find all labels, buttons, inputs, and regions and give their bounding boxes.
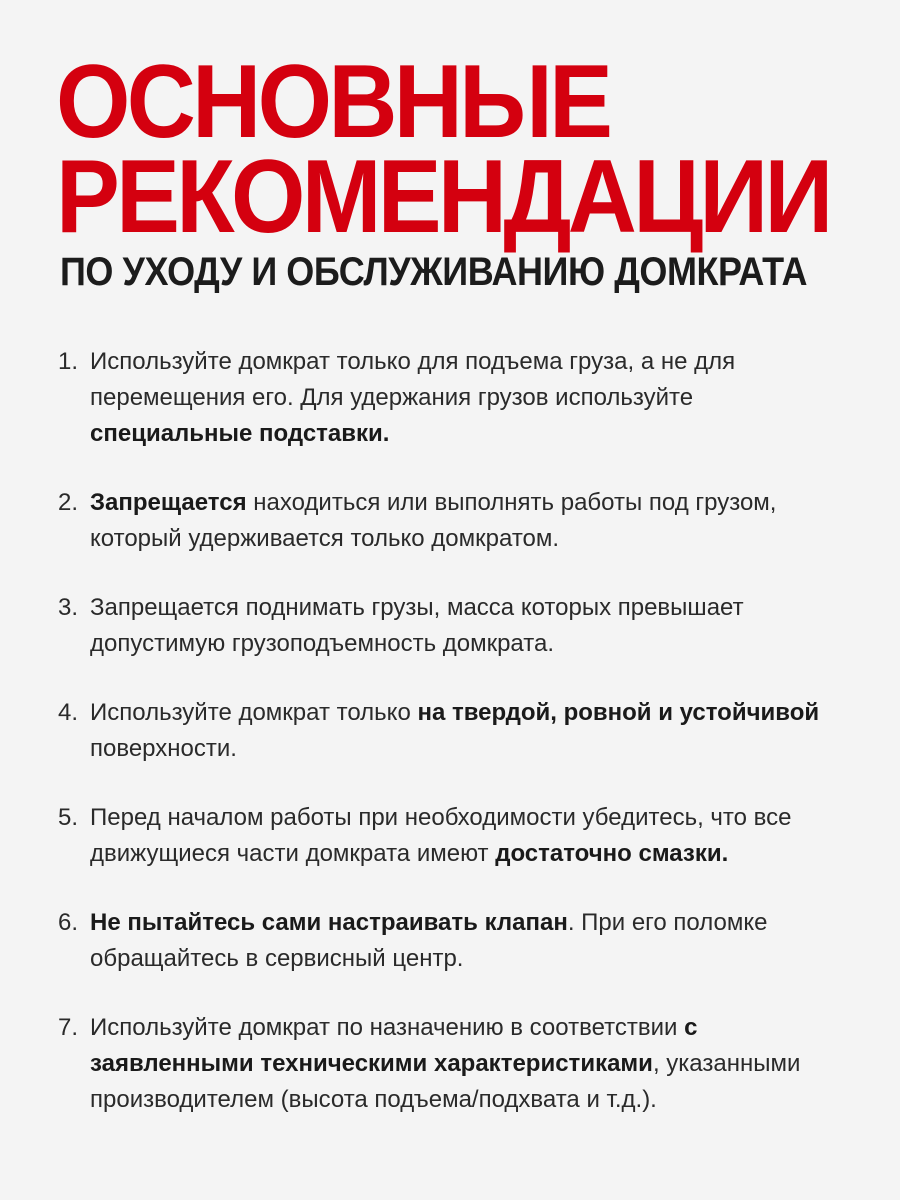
- item-text-bold: с заявленными техническими характеристиками: [90, 1014, 698, 1077]
- title-line-2: РЕКОМЕНДАЦИИ: [56, 139, 830, 255]
- item-number: 4.: [58, 699, 79, 726]
- list-item-4: [58, 695, 858, 767]
- item-text: Используйте домкрат только для подъема груза, а не для перемещения его. Для удержания грузов используйте: [90, 348, 736, 411]
- item-text: Перед началом работы при необходимости убедитесь, что все движущиеся части домкрата имеют: [90, 804, 792, 867]
- recommendations-list: [58, 344, 858, 1151]
- page-subtitle: ПО УХОДУ И ОБСЛУЖИВАНИЮ ДОМКРАТА: [60, 250, 807, 294]
- list-item-2: [58, 485, 858, 557]
- item-text-bold: на твердой, ровной и устойчивой: [417, 699, 820, 726]
- item-text: находиться или выполнять работы под грузом, который удерживается только домкратом.: [90, 489, 777, 552]
- item-text: Запрещается поднимать грузы, масса которых превышает допустимую грузоподъемность домкрата.: [90, 594, 744, 657]
- item-number: 6.: [58, 909, 79, 936]
- item-number: 1.: [58, 348, 79, 375]
- item-number: 3.: [58, 594, 79, 621]
- item-text-bold: специальные подставки.: [90, 420, 390, 447]
- list-item-6: [58, 905, 858, 977]
- list-item-7: [58, 1010, 858, 1118]
- item-text: . При его поломке обращайтесь в сервисный центр.: [90, 909, 768, 972]
- item-text-bold: Запрещается: [90, 489, 247, 516]
- item-text-bold: достаточно смазки.: [495, 840, 729, 867]
- title-line-1: ОСНОВНЫЕ: [56, 44, 610, 160]
- item-number: 7.: [58, 1014, 79, 1041]
- list-item-5: [58, 800, 858, 872]
- item-number: 2.: [58, 489, 79, 516]
- item-text-bold: Не пытайтесь сами настраивать клапан: [90, 909, 568, 936]
- list-item-3: [58, 590, 858, 662]
- item-text: Используйте домкрат по назначению в соответствии: [90, 1014, 685, 1041]
- item-text: Используйте домкрат только: [90, 699, 418, 726]
- item-number: 5.: [58, 804, 79, 831]
- item-text: поверхности.: [90, 735, 237, 762]
- list-item-1: [58, 344, 858, 452]
- item-text: , указанными производителем (высота подъема/подхвата и т.д.).: [90, 1050, 801, 1113]
- page-title: [56, 44, 830, 255]
